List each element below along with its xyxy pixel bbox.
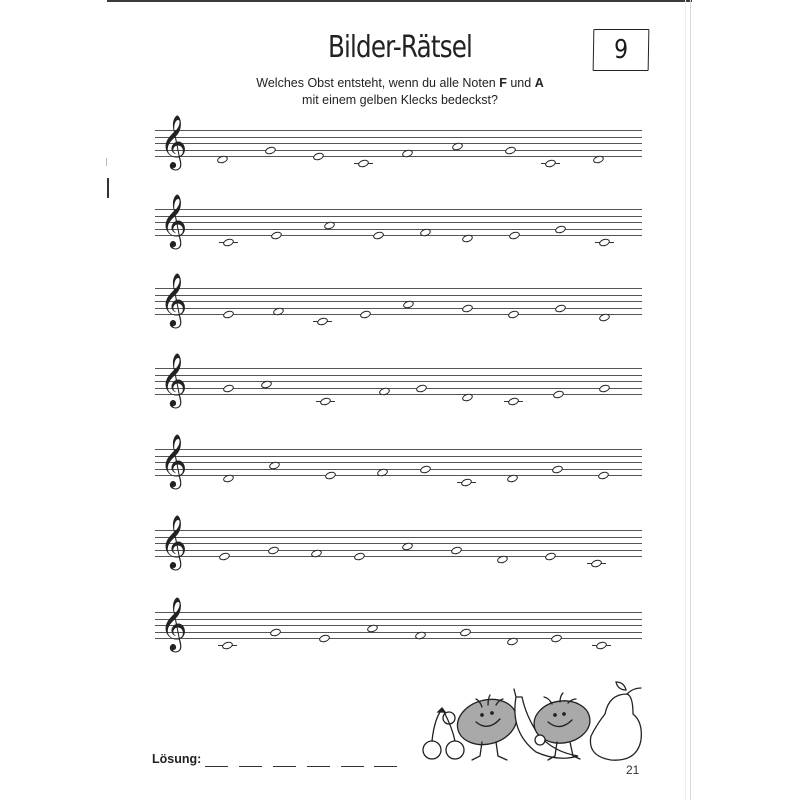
staff-line [155, 469, 642, 470]
staff-line [155, 530, 642, 531]
staff-line [155, 137, 642, 138]
whole-note-e [508, 230, 521, 240]
treble-clef-icon: 𝄞 [160, 114, 188, 168]
whole-note-g [598, 383, 611, 393]
staff-line [155, 537, 642, 538]
staff-line [155, 456, 642, 457]
staff-line [155, 612, 642, 613]
staff-line [155, 394, 642, 395]
staff-line [155, 638, 642, 639]
scan-mark [107, 178, 109, 198]
whole-note-e [270, 230, 283, 240]
staff-6 [155, 514, 642, 568]
page-top-edge [107, 0, 692, 2]
staff-line [155, 381, 642, 382]
exercise-number: 9 [613, 35, 629, 65]
whole-note-e [359, 309, 372, 319]
staff-line [155, 156, 642, 157]
staff-3 [155, 272, 642, 326]
whole-note-g [415, 383, 428, 393]
treble-clef-icon: 𝄞 [160, 193, 188, 247]
whole-note-e [318, 633, 331, 643]
staff-line [155, 216, 642, 217]
question-joiner: und [506, 76, 535, 90]
staff-line [155, 368, 642, 369]
staff-line [155, 449, 642, 450]
solution-label: Lösung: [152, 752, 202, 766]
staff-line [155, 543, 642, 544]
whole-note-g [269, 627, 282, 637]
whole-note-e [353, 551, 366, 561]
whole-note-e [312, 151, 325, 161]
staff-line [155, 632, 642, 633]
whole-note-c [221, 640, 234, 650]
treble-clef-icon: 𝄞 [160, 514, 188, 568]
staff-1 [155, 114, 642, 168]
whole-note-g [419, 464, 432, 474]
staff-line [155, 150, 642, 151]
page-title: Bilder-Rätsel [327, 30, 473, 65]
whole-note-c [316, 316, 329, 326]
cherries-icon [423, 708, 464, 759]
whole-note-c [595, 640, 608, 650]
staff-line [155, 222, 642, 223]
whole-note-g [222, 383, 235, 393]
solution-blank [273, 766, 296, 767]
whole-note-c [507, 396, 520, 406]
note-name-a: A [534, 76, 544, 90]
whole-note-c [319, 396, 332, 406]
whole-note-e [550, 633, 563, 643]
whole-note-e [218, 551, 231, 561]
staff-7 [155, 596, 642, 650]
treble-clef-icon: 𝄞 [160, 272, 188, 326]
whole-note-e [544, 551, 557, 561]
whole-note-c [590, 558, 603, 568]
staff-line [155, 209, 642, 210]
solution-blank [341, 766, 364, 767]
question-text [230, 75, 570, 109]
page-right-edge [690, 0, 691, 800]
whole-note-g [551, 464, 564, 474]
question-line2: mit einem gelben Klecks bedeckst? [302, 93, 498, 107]
treble-clef-icon: 𝄞 [160, 596, 188, 650]
whole-note-g [267, 545, 280, 555]
whole-note-g [504, 145, 517, 155]
solution-blank [307, 766, 330, 767]
staff-line [155, 375, 642, 376]
whole-note-e [507, 309, 520, 319]
staff-line [155, 130, 642, 131]
staff-line [155, 308, 642, 309]
solution-blank [374, 766, 397, 767]
whole-note-c [222, 237, 235, 247]
whole-note-g [554, 224, 567, 234]
whole-note-g [554, 303, 567, 313]
exercise-number-box [593, 29, 650, 71]
staff-line [155, 235, 642, 236]
staff-2 [155, 193, 642, 247]
whole-note-e [324, 470, 337, 480]
whole-note-c [357, 158, 370, 168]
whole-note-c [598, 237, 611, 247]
whole-note-e [372, 230, 385, 240]
fruit-illustration [412, 672, 662, 767]
staff-line [155, 301, 642, 302]
staff-line [155, 619, 642, 620]
note-name-f: F [499, 76, 507, 90]
staff-4 [155, 352, 642, 406]
whole-note-c [460, 477, 473, 487]
whole-note-g [264, 145, 277, 155]
page-number: 21 [626, 763, 640, 777]
staff-line [155, 462, 642, 463]
staff-line [155, 143, 642, 144]
whole-note-g [459, 627, 472, 637]
whole-note-c [544, 158, 557, 168]
solution-blank [239, 766, 262, 767]
whole-note-g [461, 303, 474, 313]
whole-note-e [552, 389, 565, 399]
staff-5 [155, 433, 642, 487]
whole-note-e [597, 470, 610, 480]
page-fold-shadow [685, 0, 686, 800]
staff-line [155, 550, 642, 551]
whole-note-g [450, 545, 463, 555]
question-line1: Welches Obst entsteht, wenn du alle Noten [256, 76, 500, 90]
staff-line [155, 295, 642, 296]
treble-clef-icon: 𝄞 [160, 352, 188, 406]
staff-line [155, 288, 642, 289]
scan-mark [106, 158, 107, 166]
whole-note-e [222, 309, 235, 319]
solution-blank [205, 766, 228, 767]
treble-clef-icon: 𝄞 [160, 433, 188, 487]
pear-icon [590, 682, 641, 760]
staff-line [155, 625, 642, 626]
staff-line [155, 229, 642, 230]
